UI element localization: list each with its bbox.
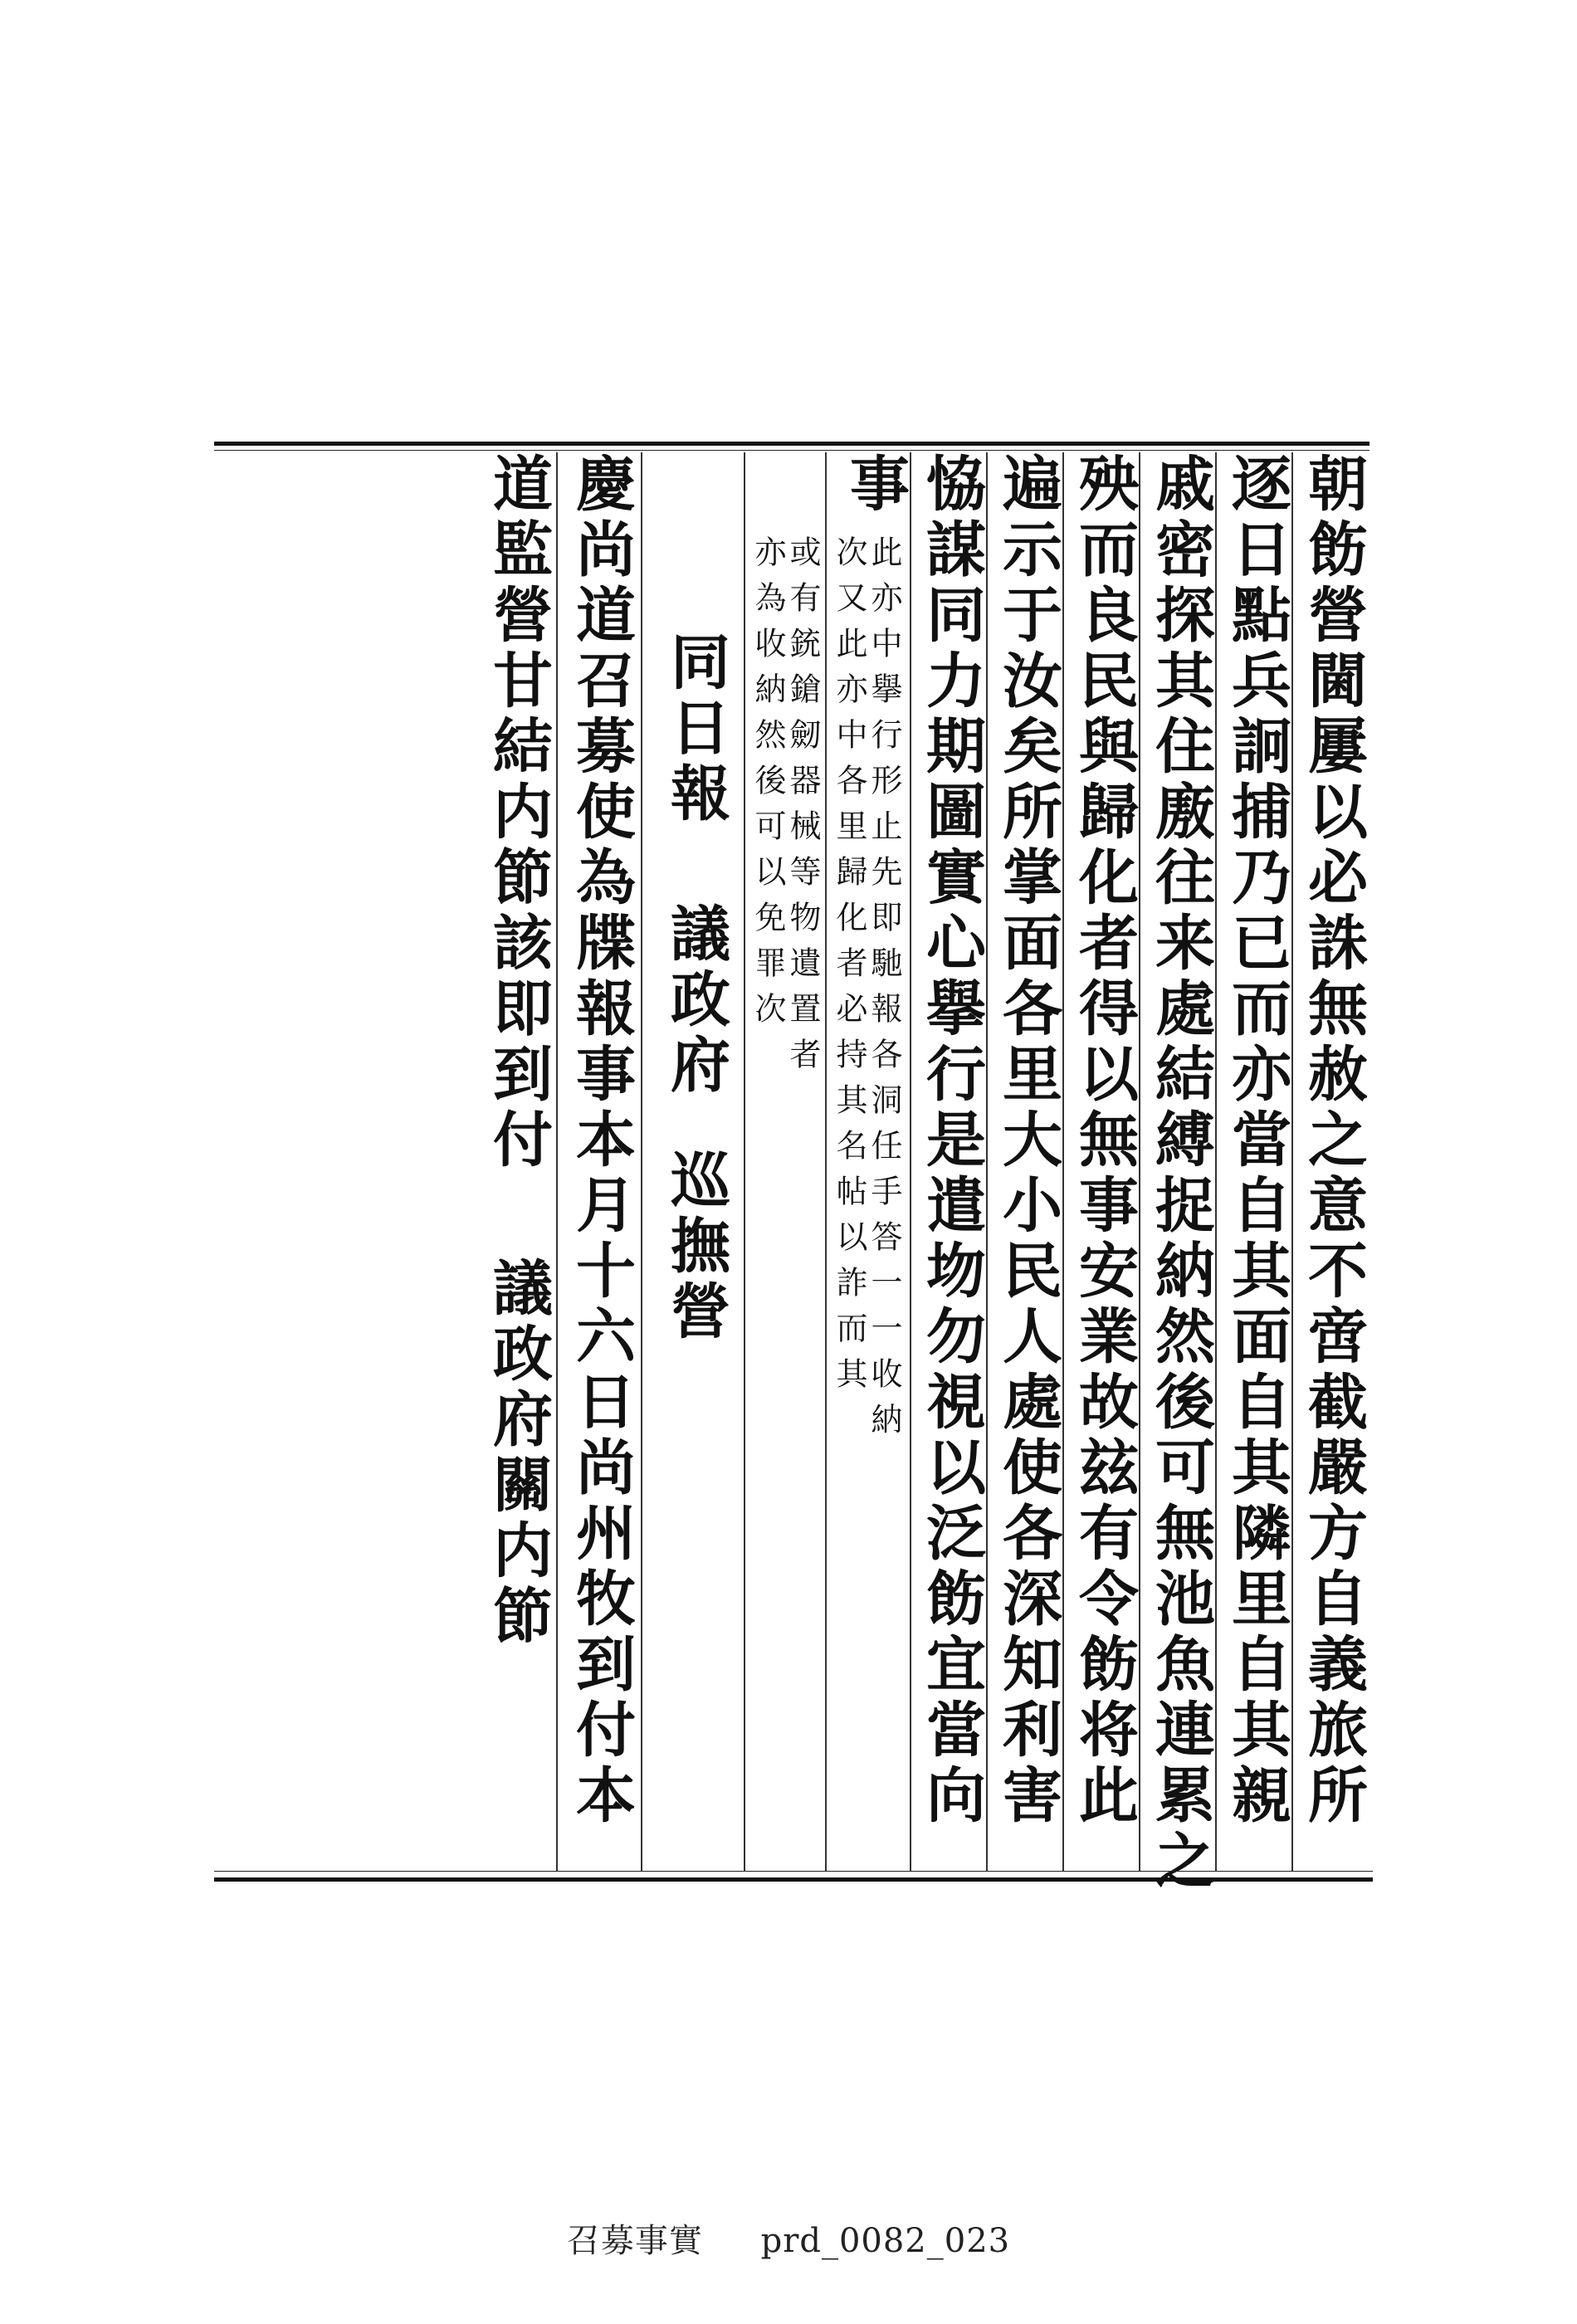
report-recipient-2: 巡撫營 [661,1149,731,1345]
frame-top-line [214,442,1370,446]
column-rule [744,452,745,1872]
text-column-8: 慶尚道召募使為牒報事本月十六日尚州牧到付本 [566,452,637,1829]
frame-top-inner-line [214,450,1370,451]
column-rule [641,452,642,1872]
text-column-6: 恊謀同力期圖實心擧行是遣圽勿視以泛飭宜當向 [916,452,987,1829]
footer-title: 召募事實 [566,2222,703,2260]
report-recipient-1: 議政府 [661,902,731,1099]
text-column-4: 殃而良民與歸化者得以無事安業故玆有令飭将此 [1069,452,1140,1829]
report-heading: 同日報 [661,631,731,828]
note-column-3: 或有銃鎗劒器械等物遺置者 [784,535,821,1083]
column-rule [556,452,558,1872]
main-text-block [214,452,1370,1895]
page-footer [0,2214,1577,2262]
note-column-4: 亦為收納然後可以免罪次 [749,535,786,1038]
frame-bottom-line [214,1877,1373,1882]
text-column-2: 逐日點兵詗捕乃已而亦當自其面自其隣里自其親 [1222,452,1292,1829]
note-column-1: 此亦中擧行形止先即馳報各洞任手答一一收納 [866,535,902,1448]
body-line-9: 道監營甘結内節該即到付 [483,452,554,1174]
body-line-10: 議政府關内節 [483,1257,554,1650]
frame-bottom-inner-line [214,1871,1373,1872]
text-column-1: 朝飭營閫屢以必誅無赦之意不啻截嚴方自義旅所 [1298,452,1369,1829]
text-column-5: 遍示于汝矣所掌面各里大小民人處使各深知利害 [993,452,1063,1829]
note-column-2: 次又此亦中各里歸化者必持其名帖以詐而其 [831,535,867,1403]
column-rule [825,452,827,1872]
text-column-7: 事 [840,452,911,518]
column-rule [910,452,911,1872]
footer-code: prd_0082_023 [760,2222,1011,2260]
report-heading-column [661,631,731,1793]
text-column-9 [483,452,554,1872]
text-column-3: 戚密探其住廒往来處結縛捉納然後可無池魚連累之 [1145,452,1216,1895]
